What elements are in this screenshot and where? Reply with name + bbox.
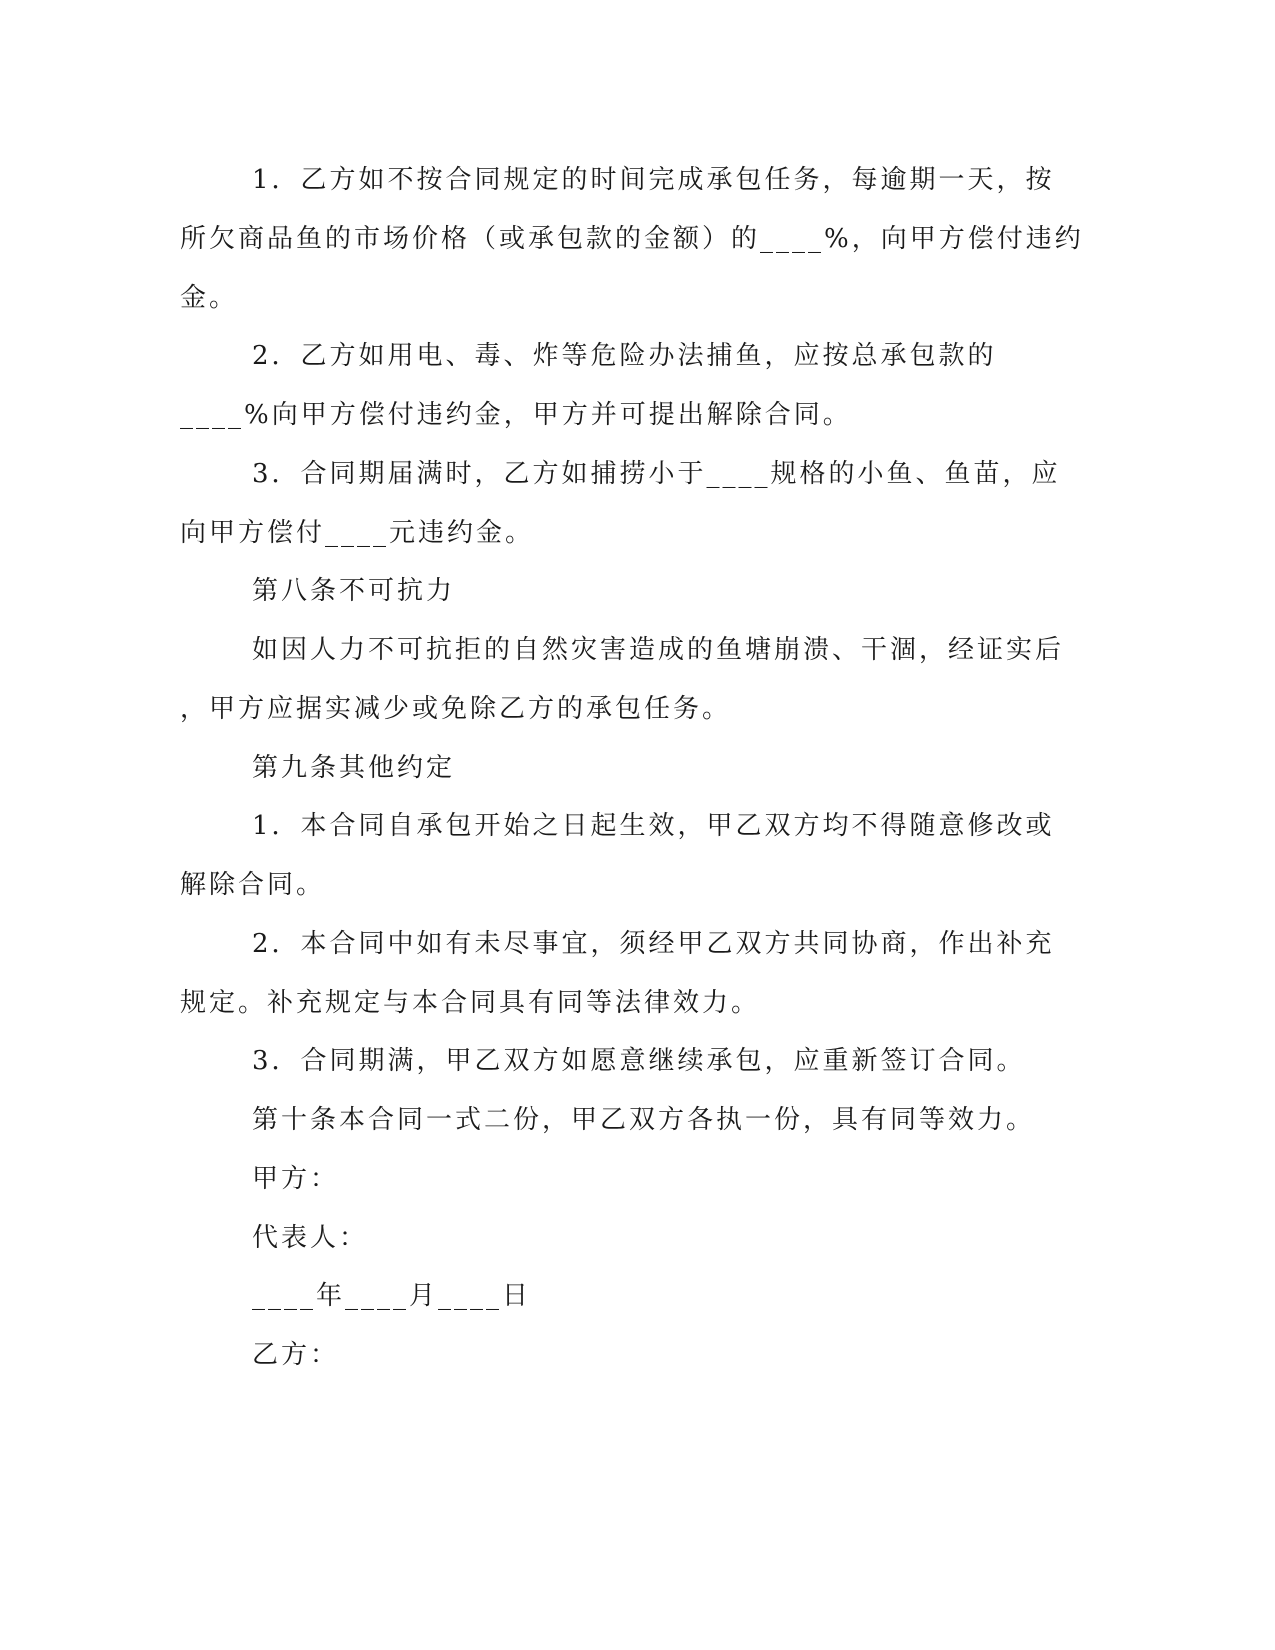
clause-7-item-1-line-2: 所欠商品鱼的市场价格（或承包款的金额）的____%，向甲方偿付违约 <box>180 224 1084 254</box>
clause-7-item-3-line-2: 向甲方偿付____元违约金。 <box>180 518 535 548</box>
clause-7-item-1-line-3: 金。 <box>180 283 239 313</box>
clause-7-item-3-line-1: 3．合同期届满时，乙方如捕捞小于____规格的小鱼、鱼苗，应 <box>252 459 1061 489</box>
representative-label: 代表人： <box>252 1223 369 1253</box>
clause-7-item-2-line-1: 2．乙方如用电、毒、炸等危险办法捕鱼，应按总承包款的 <box>252 341 997 371</box>
clause-9-item-2-line-2: 规定。补充规定与本合同具有同等法律效力。 <box>180 988 761 1018</box>
clause-9-item-1-line-2: 解除合同。 <box>180 870 326 900</box>
party-a-label: 甲方： <box>252 1164 340 1194</box>
clause-8-heading: 第八条不可抗力 <box>252 576 456 606</box>
clause-10: 第十条本合同一式二份，甲乙双方各执一份，具有同等效力。 <box>252 1105 1036 1135</box>
party-b-label: 乙方： <box>252 1340 340 1370</box>
clause-7-item-1-line-1: 1．乙方如不按合同规定的时间完成承包任务，每逾期一天，按 <box>252 165 1055 195</box>
clause-8-body-line-2: ，甲方应据实减少或免除乙方的承包任务。 <box>180 694 732 724</box>
clause-9-item-3: 3．合同期满，甲乙双方如愿意继续承包，应重新签订合同。 <box>252 1046 1026 1076</box>
clause-9-item-1-line-1: 1．本合同自承包开始之日起生效，甲乙双方均不得随意修改或 <box>252 811 1055 841</box>
clause-9-item-2-line-1: 2．本合同中如有未尽事宜，须经甲乙双方共同协商，作出补充 <box>252 929 1055 959</box>
clause-7-item-2-line-2: ____%向甲方偿付违约金，甲方并可提出解除合同。 <box>180 400 852 430</box>
date-line: ____年____月____日 <box>252 1281 532 1311</box>
clause-9-heading: 第九条其他约定 <box>252 753 456 783</box>
clause-8-body-line-1: 如因人力不可抗拒的自然灾害造成的鱼塘崩溃、干涸，经证实后 <box>252 635 1065 665</box>
